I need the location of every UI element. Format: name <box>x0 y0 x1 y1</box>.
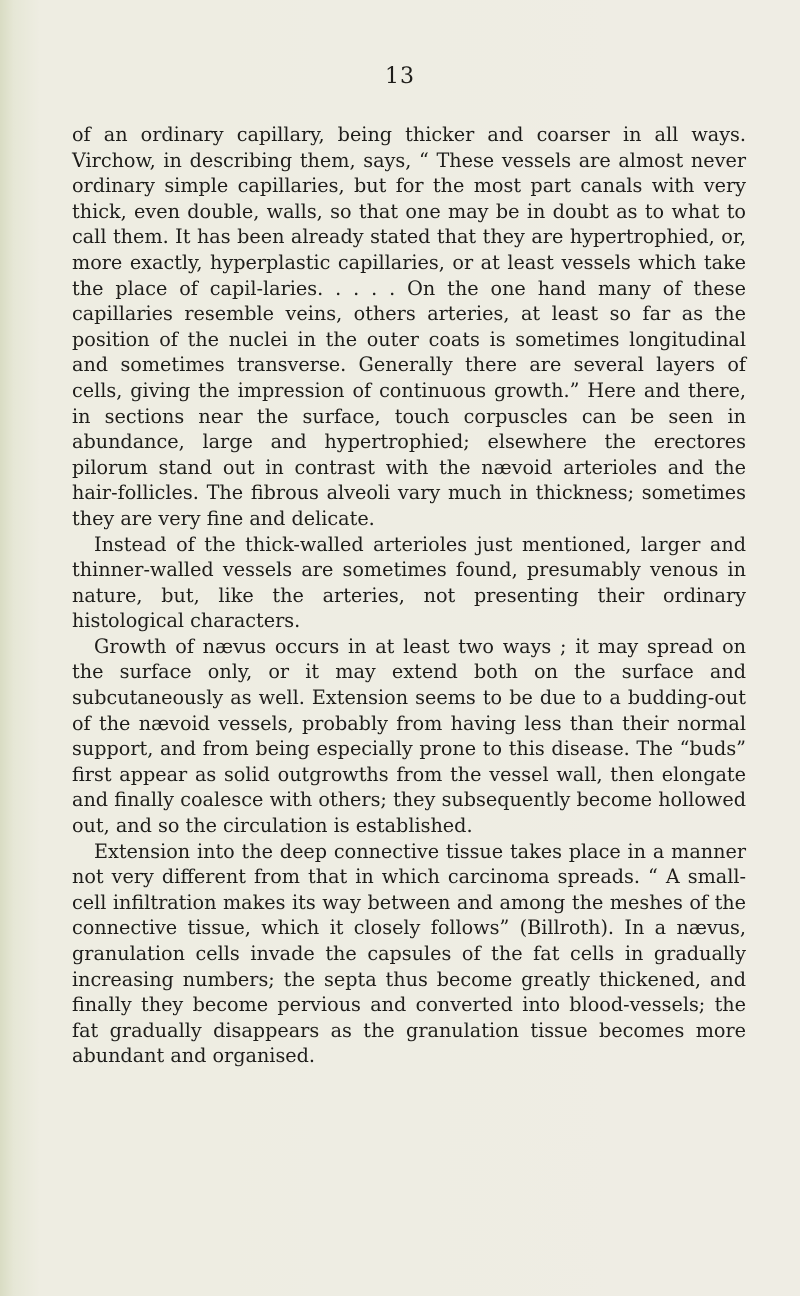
paragraph-1: of an ordinary capillary, being thicker and coarser in all ways. Virchow, in describing them, says, “ These vessels are almost never ordinary simple capillaries, but for the most part canals with very thick, even double, walls, so that one may be in doubt as to what to call them. It has been already stated that they are hypertrophied, or, more exactly, hyperplastic capillaries, or at least vessels which take the place of capil-laries. . . . . On the one hand many of these capillaries resemble veins, others arteries, at least so far as the position of the nuclei in the outer coats is sometimes longitudinal and sometimes transverse. Generally there are several layers of cells, giving the impression of continuous growth.” Here and there, in sections near the surface, touch corpuscles can be seen in abundance, large and hypertrophied; elsewhere the erectores pilorum stand out in contrast with the nævoid arterioles and the hair-follicles. The fibrous alveoli vary much in thickness; sometimes they are very fine and delicate. <box>72 123 746 530</box>
paragraph-4: Extension into the deep connective tissue takes place in a manner not very different from that in which carcinoma spreads. “ A small-cell infiltration makes its way between and among the meshes of the connective tissue, which it closely follows” (Billroth). In a nævus, granulation cells invade the capsules of the fat cells in gradually increasing numbers; the septa thus become greatly thickened, and finally they become pervious and converted into blood-vessels; the fat gradually disappears as the granulation tissue becomes more abundant and organised. <box>72 839 746 1068</box>
paragraph-3: Growth of nævus occurs in at least two ways ; it may spread on the surface only, or it may extend both on the surface and subcutaneously as well. Extension seems to be due to a budding-out of the nævoid vessels, probably from having less than their normal support, and from being especially prone to this disease. The “buds” first appear as solid outgrowths from the vessel wall, then elongate and finally coalesce with others; they subsequently become hollowed out, and so the circulation is established. <box>72 634 746 838</box>
body-text <box>72 122 746 1069</box>
paragraph-2: Instead of the thick-walled arterioles just mentioned, larger and thinner-walled vessels are sometimes found, presumably venous in nature, but, like the arteries, not presenting their ordinary histological characters. <box>72 532 746 633</box>
page-number: 13 <box>385 64 415 89</box>
